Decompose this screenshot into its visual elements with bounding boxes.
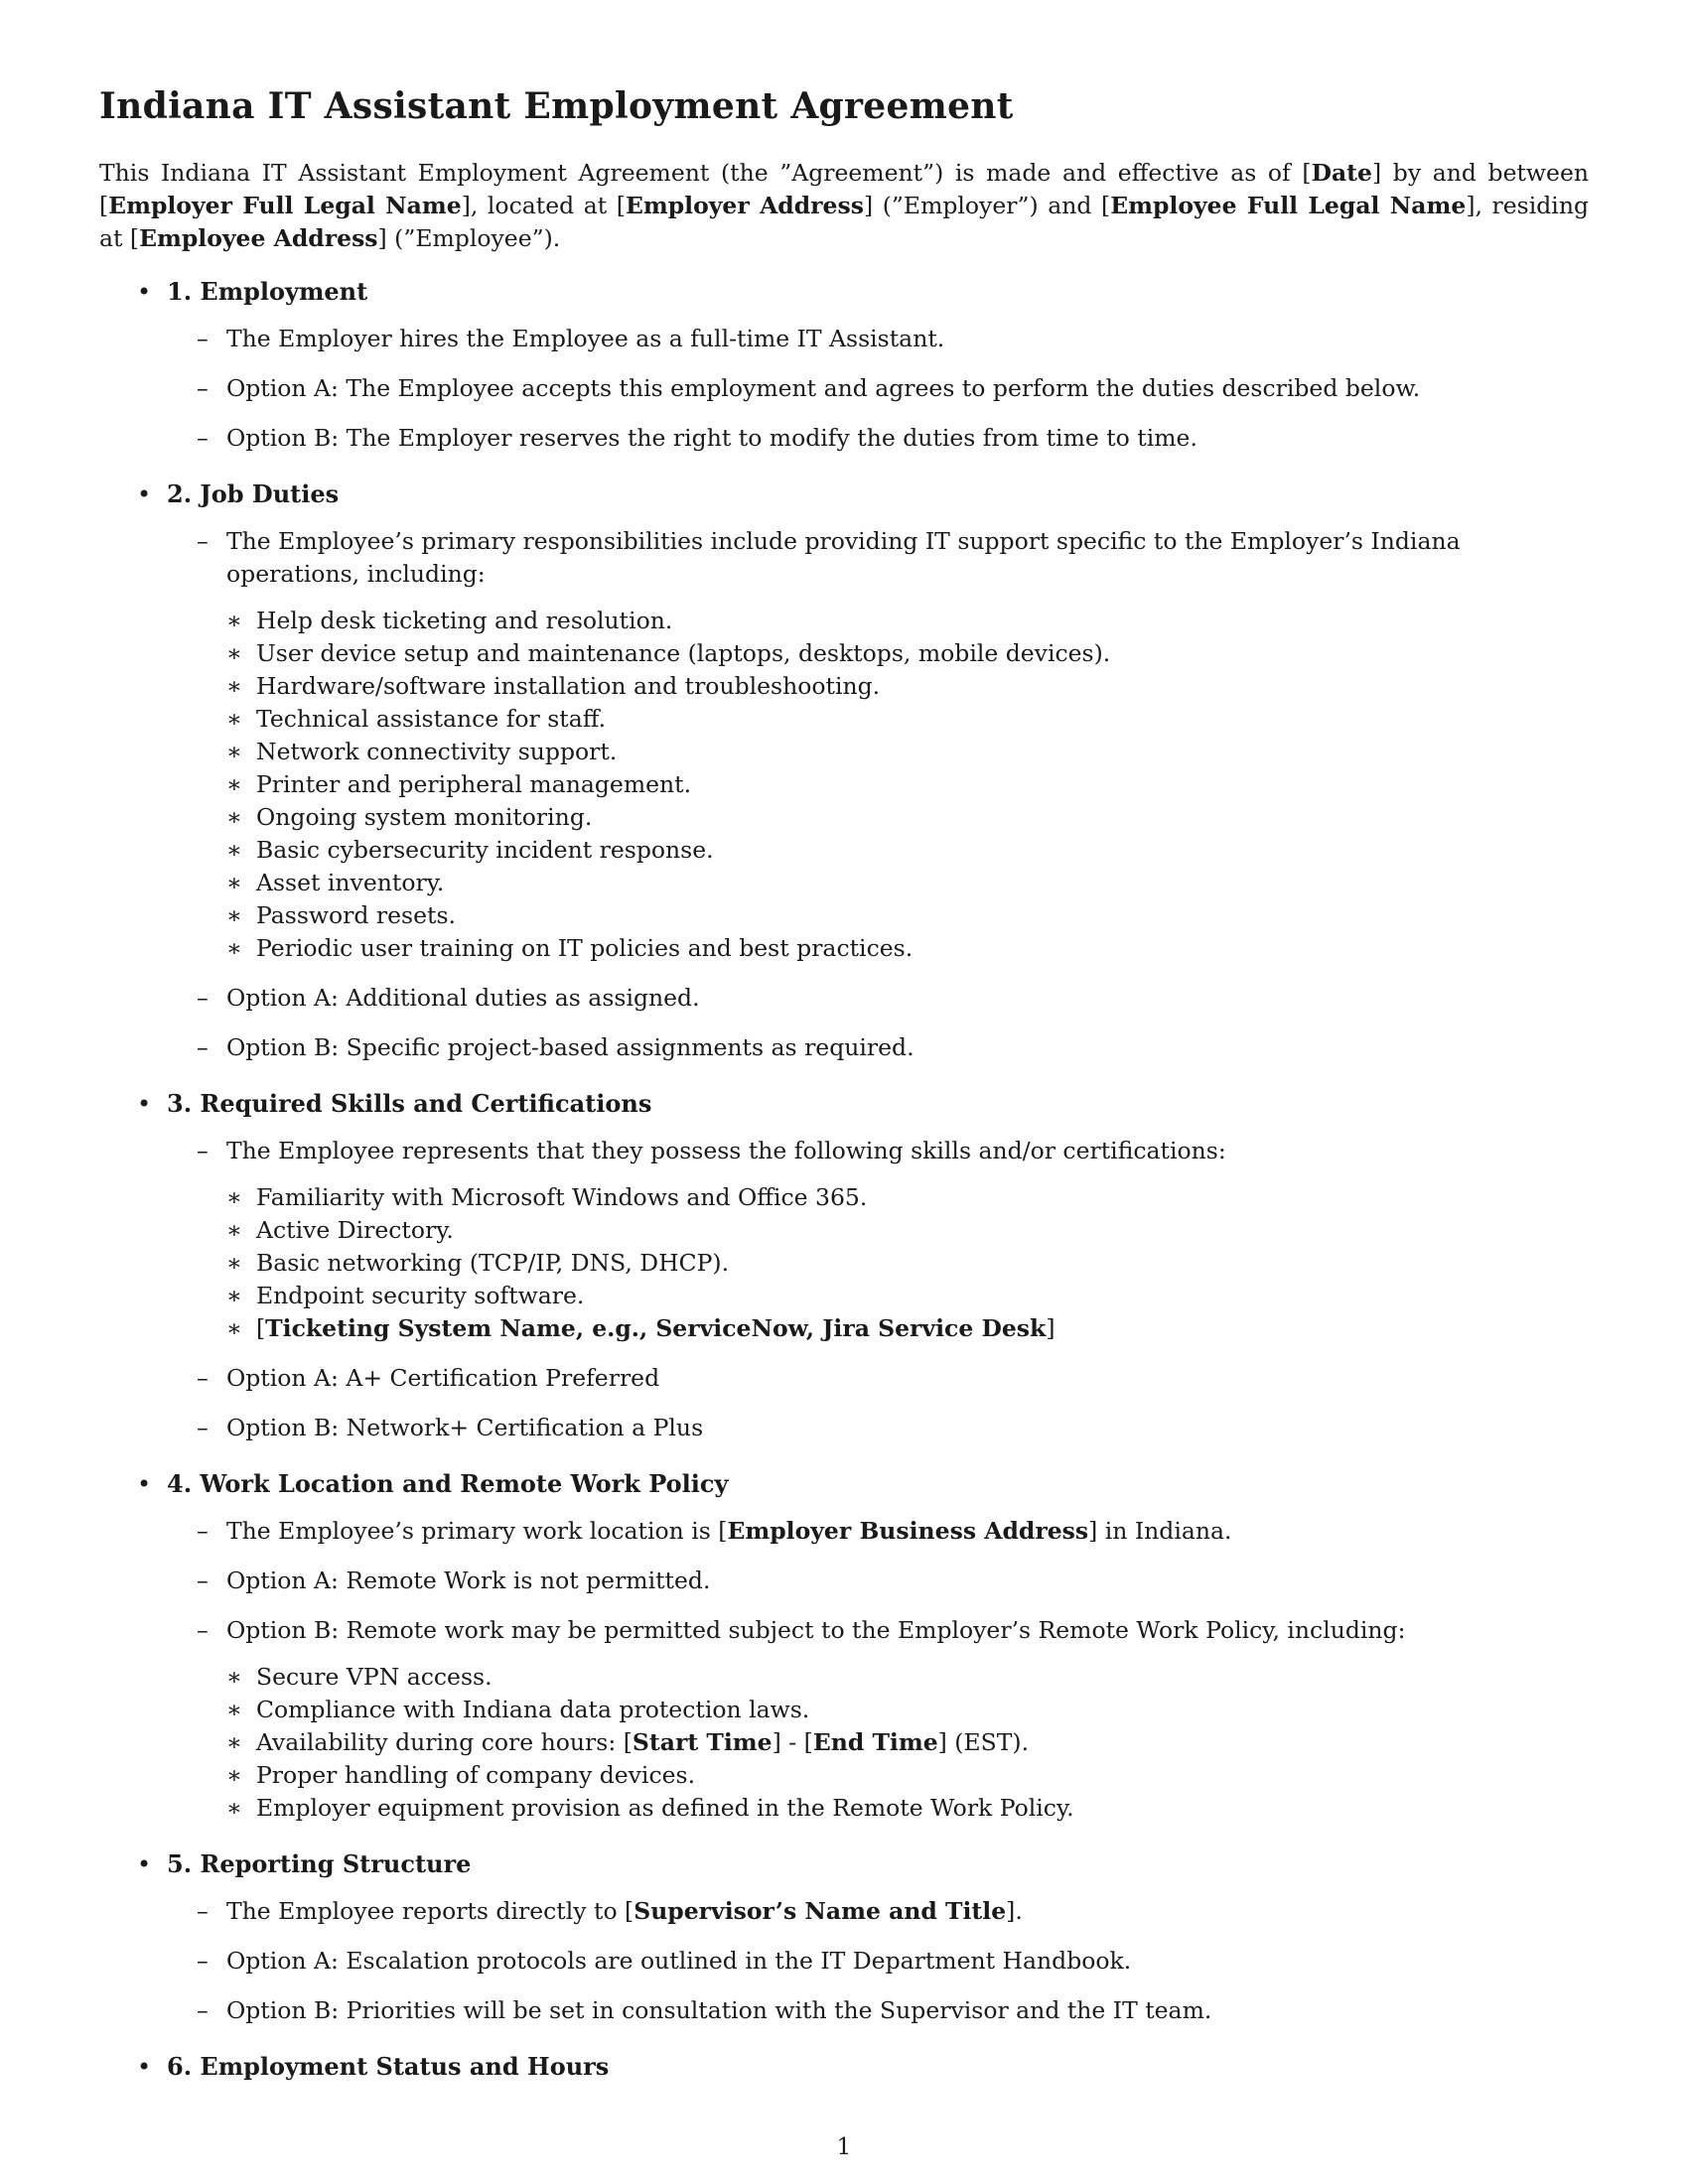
employee-address-placeholder: Employee Address [139,224,378,252]
star-marker: ∗ [226,770,242,798]
bullet-marker: • [137,1090,152,1118]
dash-marker: – [197,374,209,402]
dash-marker: – [197,325,209,352]
dash-marker: – [197,1517,209,1545]
sub-item-text: Familiarity with Microsoft Windows and Office 365. [256,1183,868,1211]
star-marker: ∗ [226,1761,242,1789]
dash-marker: – [197,1137,209,1164]
star-marker: ∗ [226,607,242,634]
item-list [167,1895,1589,2027]
item-text: Option A: A+ Certification Preferred [226,1364,660,1392]
sub-item [226,768,1589,801]
list-item [167,1994,1589,2027]
skills-sublist [226,1181,1589,1345]
intro-paragraph [99,157,1589,255]
item-text: ] in Indiana. [1088,1517,1232,1545]
sub-item-text: Help desk ticketing and resolution. [256,607,673,634]
ticketing-system-placeholder: Ticketing System Name, e.g., ServiceNow, Jira Service Desk [265,1314,1047,1342]
item-text: Option B: The Employer reserves the right to modify the duties from time to time. [226,424,1197,452]
dash-marker: – [197,1947,209,1975]
section-title: 5. Reporting Structure [167,1849,472,1878]
list-item [167,1362,1589,1395]
dash-marker: – [197,984,209,1012]
document-title: Indiana IT Assistant Employment Agreement [99,85,1014,127]
list-item [167,323,1589,355]
star-marker: ∗ [226,869,242,896]
section-title: 2. Job Duties [167,479,340,508]
employee-name-placeholder: Employee Full Legal Name [1110,192,1467,219]
sub-item-text: Hardware/software installation and troubleshooting. [256,672,881,700]
section-employment [99,269,1589,455]
item-text: The Employee represents that they possess the following skills and/or certifications: [226,1137,1226,1164]
item-text: The Employee’s primary work location is [ [226,1517,728,1545]
sub-item [226,670,1589,703]
start-time-placeholder: Start Time [632,1728,773,1756]
sub-item-text: Asset inventory. [256,869,445,896]
sub-item [226,1280,1589,1312]
item-text: Option A: Additional duties as assigned. [226,984,700,1012]
item-text: Option B: Network+ Certification a Plus [226,1414,704,1441]
intro-text: ] by and between [ [99,159,1589,219]
list-item [167,1945,1589,1978]
star-marker: ∗ [226,672,242,700]
sub-item [226,1661,1589,1694]
sub-item-text: Availability during core hours: [ [256,1728,633,1756]
sub-item-text: Password resets. [256,901,456,929]
item-list [167,323,1589,455]
star-marker: ∗ [226,1794,242,1822]
star-marker: ∗ [226,1696,242,1723]
bullet-marker: • [137,480,152,508]
item-text: The Employer hires the Employee as a full-time IT Assistant. [226,325,945,352]
star-marker: ∗ [226,1183,242,1211]
intro-text: This Indiana IT Assistant Employment Agreement (the ”Agreement”) is made and effective as of [ [99,159,1312,187]
bullet-marker: • [137,2053,152,2081]
item-text: The Employee reports directly to [ [226,1897,634,1925]
sub-item [226,637,1589,670]
document-page [99,85,1589,2096]
employer-address-placeholder: Employer Address [625,192,864,219]
section-job-duties [99,472,1589,1064]
sub-item-text: Basic cybersecurity incident response. [256,836,714,864]
sub-item-text: Proper handling of company devices. [256,1761,696,1789]
list-item [167,1031,1589,1064]
dash-marker: – [197,527,209,555]
list-item [167,1895,1589,1928]
sub-item-text: ] - [ [772,1728,813,1756]
item-list [167,1515,1589,1825]
list-item [167,525,1589,965]
bullet-marker: • [137,1850,152,1878]
intro-text: ] (”Employee”). [377,224,561,252]
star-marker: ∗ [226,639,242,667]
sub-item [226,801,1589,834]
page-number: 1 [836,2134,852,2160]
sub-item-text: Endpoint security software. [256,1282,585,1309]
sub-item: ∗ [Ticketing System Name, e.g., ServiceNow, Jira Service Desk] [226,1312,1589,1345]
dash-marker: – [197,1364,209,1392]
star-marker: ∗ [226,803,242,831]
sub-item [226,867,1589,899]
bullet-marker: • [137,1470,152,1498]
employer-name-placeholder: Employer Full Legal Name [108,192,462,219]
list-item [167,422,1589,455]
section-title: 1. Employment [167,277,368,306]
section-title: 6. Employment Status and Hours [167,2052,610,2081]
dash-marker: – [197,1033,209,1061]
star-marker: ∗ [226,1216,242,1244]
date-placeholder: Date [1311,159,1372,187]
dash-marker: – [197,1996,209,2024]
sub-item-text: Secure VPN access. [256,1663,492,1691]
sub-item [226,1247,1589,1280]
section-list [99,269,1589,2090]
item-text: ]. [1006,1897,1023,1925]
sub-item [226,1214,1589,1247]
list-item [167,1515,1589,1548]
intro-text: ], residing at [ [99,192,1589,252]
intro-text: ], located at [ [461,192,626,219]
sub-item-text: Compliance with Indiana data protection laws. [256,1696,810,1723]
sub-item-text: Active Directory. [256,1216,454,1244]
list-item [167,1614,1589,1825]
list-item [167,1412,1589,1444]
supervisor-placeholder: Supervisor’s Name and Title [633,1897,1007,1925]
sub-item [226,703,1589,736]
sub-item-text: Employer equipment provision as defined in the Remote Work Policy. [256,1794,1074,1822]
sub-item [226,1181,1589,1214]
star-marker: ∗ [226,1249,242,1277]
sub-item-text: Network connectivity support. [256,738,618,765]
dash-marker: – [197,1897,209,1925]
section-employment-status [99,2044,1589,2090]
sub-item [226,1694,1589,1726]
sub-item [226,899,1589,932]
sub-item-text: Ongoing system monitoring. [256,803,593,831]
list-item [167,1565,1589,1597]
sub-item [226,834,1589,867]
star-marker: ∗ [226,901,242,929]
sub-item-text: Technical assistance for staff. [256,705,607,733]
item-text: Option B: Priorities will be set in consultation with the Supervisor and the IT team. [226,1996,1212,2024]
list-item [167,1135,1589,1345]
item-text: Option B: Remote work may be permitted subject to the Employer’s Remote Work Policy, including: [226,1616,1406,1644]
star-marker: ∗ [226,738,242,765]
section-reporting-structure [99,1842,1589,2027]
item-list [167,1135,1589,1444]
list-item [167,372,1589,405]
dash-marker: – [197,1567,209,1594]
sub-item [226,1759,1589,1792]
item-text: Option A: The Employee accepts this employment and agrees to perform the duties described below. [226,374,1421,402]
star-marker: ∗ [226,934,242,962]
remote-policy-sublist [226,1661,1589,1825]
star-marker: ∗ [226,1314,242,1342]
sub-item [226,736,1589,768]
business-address-placeholder: Employer Business Address [727,1517,1089,1545]
item-text: Option A: Remote Work is not permitted. [226,1567,711,1594]
sub-item-text: Periodic user training on IT policies and best practices. [256,934,914,962]
dash-marker: – [197,424,209,452]
sub-item [226,932,1589,965]
section-required-skills [99,1081,1589,1444]
sub-item [226,1726,1589,1759]
bullet-marker: • [137,278,152,306]
star-marker: ∗ [226,1663,242,1691]
star-marker: ∗ [226,1728,242,1756]
sub-item-text: Printer and peripheral management. [256,770,692,798]
section-title: 4. Work Location and Remote Work Policy [167,1469,729,1498]
star-marker: ∗ [226,705,242,733]
item-text: Option A: Escalation protocols are outlined in the IT Department Handbook. [226,1947,1132,1975]
dash-marker: – [197,1616,209,1644]
sub-item [226,1792,1589,1825]
sub-item-text: Basic networking (TCP/IP, DNS, DHCP). [256,1249,730,1277]
intro-text: ] (”Employer”) and [ [863,192,1111,219]
sub-item-text: ] (EST). [937,1728,1030,1756]
item-text: The Employee’s primary responsibilities include providing IT support specific to the Employer’s Indiana operations, including: [226,527,1461,588]
section-title: 3. Required Skills and Certifications [167,1089,652,1118]
item-text: Option B: Specific project-based assignments as required. [226,1033,914,1061]
sub-item-text: User device setup and maintenance (laptops, desktops, mobile devices). [256,639,1111,667]
end-time-placeholder: End Time [812,1728,938,1756]
sub-item [226,605,1589,637]
dash-marker: – [197,1414,209,1441]
duties-sublist [226,605,1589,965]
star-marker: ∗ [226,1282,242,1309]
list-item [167,982,1589,1015]
item-list [167,525,1589,1064]
section-work-location [99,1461,1589,1825]
star-marker: ∗ [226,836,242,864]
